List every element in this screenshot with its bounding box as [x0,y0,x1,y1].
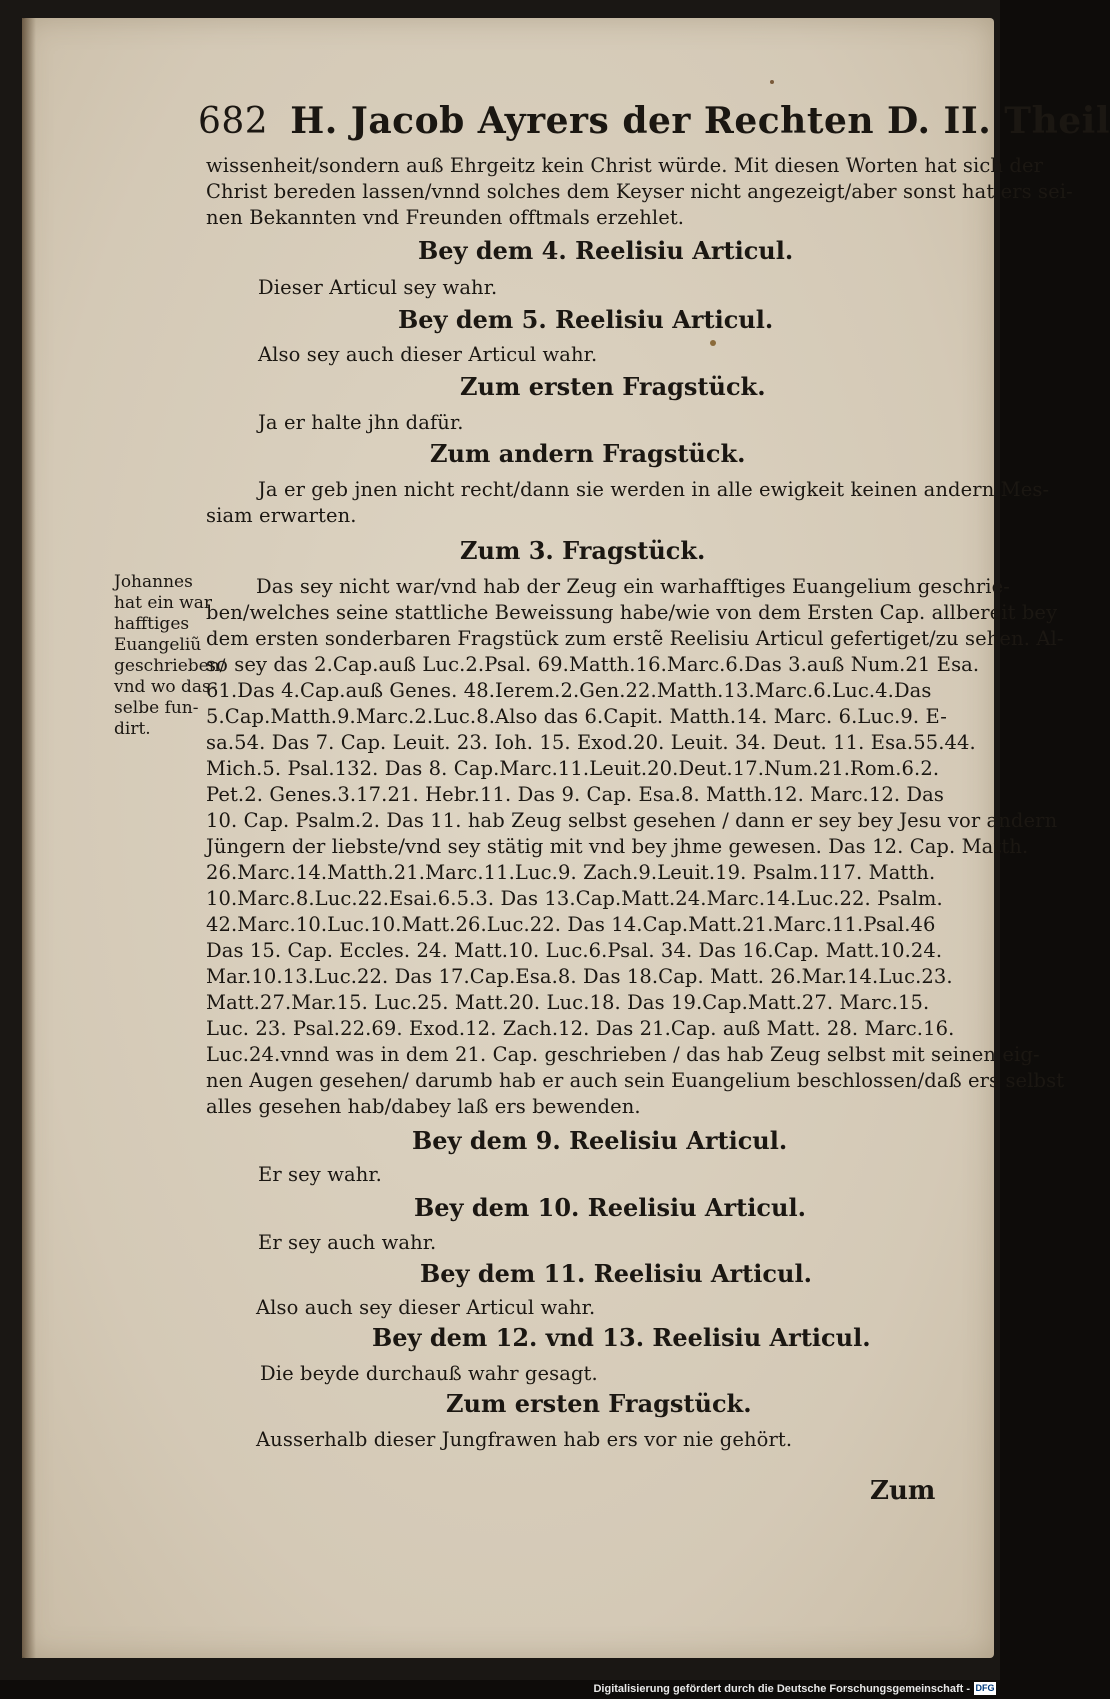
section-heading: Bey dem 9. Reelisiu Articul. [412,1126,788,1155]
margin-note-line: selbe fun- [114,698,199,718]
text-line: ben/welches seine stattliche Beweissung habe/wie von dem Ersten Cap. allbereit bey [206,601,1058,624]
section-heading: Zum andern Fragstück. [430,439,746,468]
text-line: Ausserhalb dieser Jungfrawen hab ers vor nie gehört. [256,1428,793,1451]
dfg-logo: DFG [975,1683,995,1693]
digitization-credit: Digitalisierung gefördert durch die Deutsche Forschungsgemeinschaft - [593,1683,970,1695]
section-heading: Bey dem 11. Reelisiu Articul. [420,1259,812,1288]
text-line: Matt.27.Mar.15. Luc.25. Matt.20. Luc.18. Das 19.Cap.Matt.27. Marc.15. [206,991,930,1014]
section-heading: Zum ersten Fragstück. [460,372,766,401]
text-line: Also auch sey dieser Articul wahr. [256,1296,596,1319]
text-line: wissenheit/sondern auß Ehrgeitz kein Christ würde. Mit diesen Worten hat sich der [206,154,1044,177]
margin-note-line: dirt. [114,719,151,739]
text-line: 10. Cap. Psalm.2. Das 11. hab Zeug selbst gesehen / dann er sey bey Jesu vor andern [206,809,1058,832]
section-heading: Bey dem 12. vnd 13. Reelisiu Articul. [372,1323,871,1352]
text-line: Luc. 23. Psal.22.69. Exod.12. Zach.12. Das 21.Cap. auß Matt. 28. Marc.16. [206,1017,955,1040]
text-line: Christ bereden lassen/vnnd solches dem Keyser nicht angezeigt/aber sonst hat ers sei- [206,180,1073,203]
text-line: sa.54. Das 7. Cap. Leuit. 23. Ioh. 15. Exod.20. Leuit. 34. Deut. 11. Esa.55.44. [206,731,976,754]
text-line: Er sey auch wahr. [258,1231,437,1254]
running-header [198,100,1110,142]
text-line: Das 15. Cap. Eccles. 24. Matt.10. Luc.6.Psal. 34. Das 16.Cap. Matt.10.24. [206,939,943,962]
margin-note-line: hat ein war [114,593,212,613]
text-line: 61.Das 4.Cap.auß Genes. 48.Ierem.2.Gen.22.Matth.13.Marc.6.Luc.4.Das [206,679,932,702]
text-line: Das sey nicht war/vnd hab der Zeug ein warhafftiges Euangelium geschrie- [256,575,1010,598]
ink-speck [770,80,774,84]
text-line: so sey das 2.Cap.auß Luc.2.Psal. 69.Matth.16.Marc.6.Das 3.auß Num.21 Esa. [206,653,980,676]
margin-note-line: Johannes [114,572,193,592]
page-number: 682 [198,101,269,142]
text-line: 26.Marc.14.Matth.21.Marc.11.Luc.9. Zach.9.Leuit.19. Psalm.117. Matth. [206,861,936,884]
margin-note-line: hafftiges [114,614,190,634]
section-heading: Bey dem 5. Reelisiu Articul. [398,305,774,334]
text-line: Jüngern der liebste/vnd sey stätig mit vnd bey jhme gewesen. Das 12. Cap. Matth. [206,835,1029,858]
section-heading: Bey dem 10. Reelisiu Articul. [414,1193,806,1222]
running-title: H. Jacob Ayrers der Rechten D. II. Theil [290,100,1110,142]
catchword: Zum [870,1476,936,1506]
margin-note [114,572,226,740]
page-spine-shadow [22,18,36,1658]
text-line: 42.Marc.10.Luc.10.Matt.26.Luc.22. Das 14.Cap.Matt.21.Marc.11.Psal.46 [206,913,936,936]
ink-speck [710,340,716,346]
section-heading: Zum 3. Fragstück. [460,536,706,565]
text-line: Ja er geb jnen nicht recht/dann sie werden in alle ewigkeit keinen andern Mes- [258,478,1050,501]
text-line: Also sey auch dieser Articul wahr. [258,343,598,366]
text-line: 10.Marc.8.Luc.22.Esai.6.5.3. Das 13.Cap.Matt.24.Marc.14.Luc.22. Psalm. [206,887,943,910]
text-line: nen Augen gesehen/ darumb hab er auch sein Euangelium beschlossen/daß ers selbst [206,1069,1065,1092]
text-line: Mich.5. Psal.132. Das 8. Cap.Marc.11.Leuit.20.Deut.17.Num.21.Rom.6.2. [206,757,940,780]
section-heading: Zum ersten Fragstück. [446,1389,752,1418]
text-line: siam erwarten. [206,504,357,527]
text-line: dem ersten sonderbaren Fragstück zum erstẽ Reelisiu Articul gefertiget/zu sehen. Al- [206,627,1064,650]
section-heading: Bey dem 4. Reelisiu Articul. [418,236,794,265]
text-line: Dieser Articul sey wahr. [258,276,498,299]
text-line: Mar.10.13.Luc.22. Das 17.Cap.Esa.8. Das 18.Cap. Matt. 26.Mar.14.Luc.23. [206,965,953,988]
margin-note-line: geschrieben/ [114,656,226,676]
text-line: nen Bekannten vnd Freunden offtmals erzehlet. [206,206,685,229]
text-line: Die beyde durchauß wahr gesagt. [260,1362,598,1385]
text-line: Pet.2. Genes.3.17.21. Hebr.11. Das 9. Cap. Esa.8. Matth.12. Marc.12. Das [206,783,944,806]
text-line: Luc.24.vnnd was in dem 21. Cap. geschrieben / das hab Zeug selbst mit seinen eig- [206,1043,1040,1066]
margin-note-line: Euangeliũ [114,635,202,655]
text-line: Er sey wahr. [258,1163,382,1186]
margin-note-line: vnd wo das- [114,677,217,697]
text-line: 5.Cap.Matth.9.Marc.2.Luc.8.Also das 6.Capit. Matth.14. Marc. 6.Luc.9. E- [206,705,947,728]
text-line: alles gesehen hab/dabey laß ers bewenden. [206,1095,641,1118]
text-line: Ja er halte jhn dafür. [258,411,464,434]
